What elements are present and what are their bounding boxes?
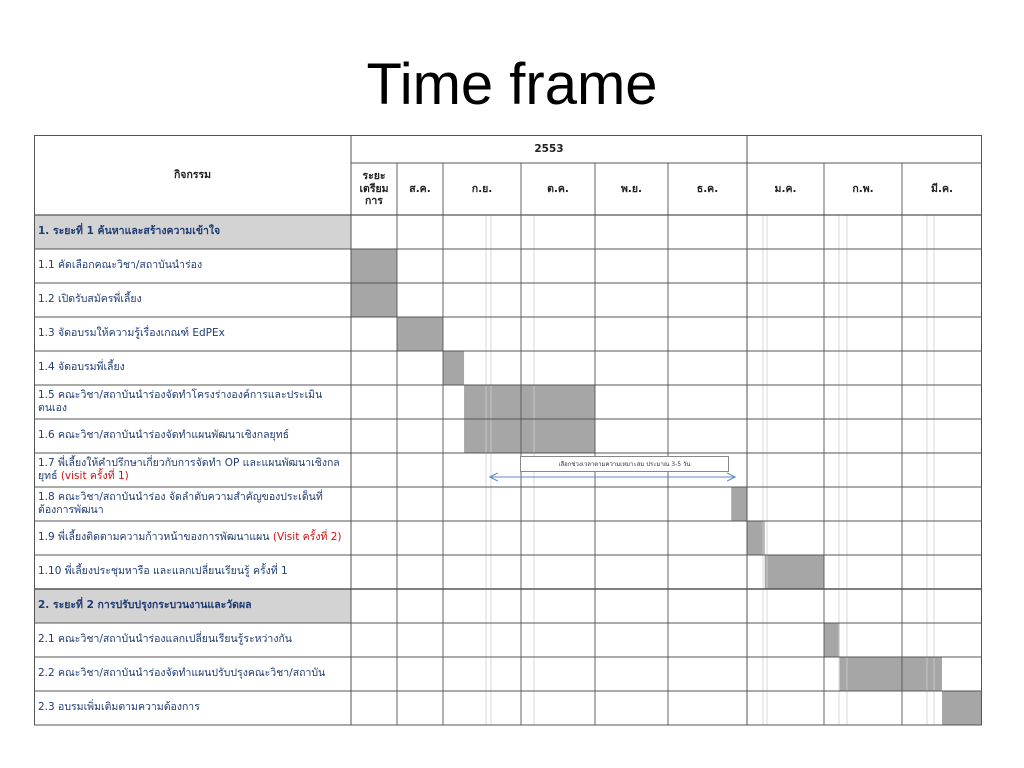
- task-label: [36, 623, 347, 657]
- task-label: [36, 555, 347, 589]
- month-header: ก.พ.: [852, 182, 874, 195]
- task-label: [36, 453, 347, 487]
- task-text-main: 1.8 คณะวิชา/สถาบันนำร่อง จัดลำดับความสำคัญของประเด็นที่ต้องการพัฒนา: [38, 490, 323, 516]
- task-text: [38, 259, 202, 272]
- month-header: ส.ค.: [409, 182, 431, 195]
- task-text: [38, 225, 220, 238]
- task-text-main: 1.7 พี่เลี้ยงให้คำปรึกษาเกี่ยวกับการจัดทำ OP และแผนพัฒนาเชิงกลยุทธ์: [38, 456, 340, 482]
- year-header: 2553: [534, 142, 564, 155]
- task-text-main: 2. ระยะที่ 2 การปรับปรุงกระบวนงานและวัดผล: [38, 599, 252, 612]
- task-text: [38, 389, 347, 415]
- month-header: ม.ค.: [774, 182, 797, 195]
- slide-title: Time frame: [366, 52, 658, 117]
- task-text-main: 1.6 คณะวิชา/สถาบันนำร่องจัดทำแผนพัฒนาเชิงกลยุทธ์: [38, 429, 290, 442]
- gantt-table: [34, 135, 982, 727]
- gantt-bar: [443, 352, 464, 385]
- month-header: ก.ย.: [471, 182, 493, 195]
- task-text-main: 2.3 อบรมเพิ่มเติมตามความต้องการ: [38, 701, 200, 714]
- task-text-main: 1.9 พี่เลี้ยงติดตามความก้าวหน้าของการพัฒนาแผน: [38, 531, 273, 544]
- task-text-main: 2.2 คณะวิชา/สถาบันนำร่องจัดทำแผนปรับปรุงคณะวิชา/สถาบัน: [38, 667, 326, 680]
- task-text: [38, 293, 142, 306]
- gantt-bar: [351, 250, 397, 283]
- visit-highlight: (visit ครั้งที่ 1): [60, 470, 129, 482]
- task-text-main: 1.2 เปิดรับสมัครพี่เลี้ยง: [38, 293, 142, 306]
- month-header: ต.ค.: [547, 182, 569, 195]
- duration-note: เลือกช่วงเวลาตามความเหมาะสม ประมาณ 3-5 วัน: [520, 456, 729, 472]
- task-text: [38, 701, 200, 714]
- month-header: ระยะ เตรียม การ: [359, 170, 389, 208]
- month-header: พ.ย.: [620, 182, 643, 195]
- task-text: [38, 491, 347, 517]
- task-label: [36, 385, 347, 419]
- gantt-bar: [824, 624, 840, 657]
- task-text-main: 1.10 พี่เลี้ยงประชุมหารือ และแลกเปลี่ยนเรียนรู้ ครั้งที่ 1: [38, 565, 288, 578]
- task-text: [38, 361, 125, 374]
- task-label: [36, 521, 347, 555]
- activity-header: กิจกรรม: [173, 168, 212, 181]
- gantt-bar: [351, 284, 397, 317]
- month-header: มี.ค.: [931, 182, 953, 195]
- task-label: [36, 249, 347, 283]
- gantt-bar: [464, 420, 595, 453]
- task-text: [38, 565, 288, 578]
- task-label: [36, 419, 347, 453]
- task-label: [36, 317, 347, 351]
- task-text-main: 1.3 จัดอบรมให้ความรู้เรื่องเกณฑ์ EdPEx: [38, 327, 225, 340]
- phase-label: [36, 215, 347, 249]
- task-text-main: 1.4 จัดอบรมพี่เลี้ยง: [38, 361, 125, 374]
- gantt-bar: [747, 522, 765, 555]
- task-label: [36, 283, 347, 317]
- visit-highlight: (Visit ครั้งที่ 2): [272, 531, 342, 544]
- task-text: [38, 327, 225, 340]
- task-text: [38, 457, 347, 483]
- month-header: ธ.ค.: [696, 182, 719, 195]
- task-text-main: 1. ระยะที่ 1 ค้นหาและสร้างความเข้าใจ: [38, 225, 221, 238]
- task-text-main: 1.5 คณะวิชา/สถาบันนำร่องจัดทำโครงร่างองค์การและประเมินตนเอง: [38, 388, 323, 414]
- task-text: [38, 633, 292, 646]
- task-text: [38, 599, 252, 612]
- gantt-bar: [397, 318, 443, 351]
- phase-label: [36, 589, 347, 623]
- task-text: [38, 667, 325, 680]
- task-label: [36, 487, 347, 521]
- task-label: [36, 691, 347, 725]
- task-label: [36, 351, 347, 385]
- task-text-main: 2.1 คณะวิชา/สถาบันนำร่องแลกเปลี่ยนเรียนรู้ระหว่างกัน: [38, 633, 292, 646]
- gantt-bar: [731, 488, 747, 521]
- task-text: [38, 429, 289, 442]
- task-label: [36, 657, 347, 691]
- gantt-bar: [765, 556, 824, 589]
- task-text-main: 1.1 คัดเลือกคณะวิชา/สถาบันนำร่อง: [38, 259, 203, 272]
- gantt-bar: [464, 386, 595, 419]
- task-text: [38, 531, 341, 544]
- gantt-bar: [942, 692, 982, 725]
